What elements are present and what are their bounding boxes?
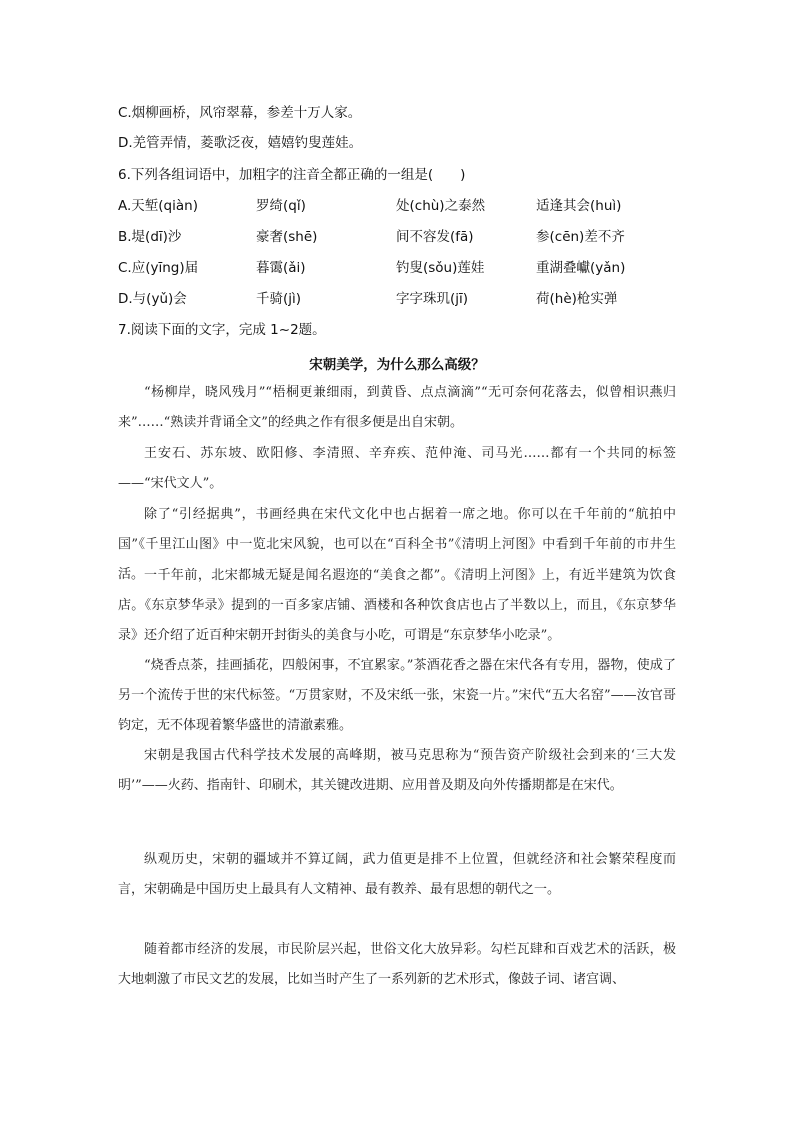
article-paragraph-1: “杨柳岸，晓风残月”“梧桐更兼细雨，到黄昏、点点滴滴”“无可奈何花落去，似曾相识燕归来”……“熟读并背诵全文”的经典之作有很多便是出自宋朝。 bbox=[118, 385, 676, 430]
option-a-word-4: 适逢其会(huì) bbox=[536, 198, 622, 214]
question-6-row-c bbox=[118, 258, 678, 278]
option-b-word-3: 间不容发(fā) bbox=[396, 229, 474, 245]
option-b-word-4: 参(cēn)差不齐 bbox=[536, 229, 625, 245]
option-c-word-4: 重湖叠巘(yǎn) bbox=[536, 260, 626, 276]
option-d-word-4: 荷(hè)枪实弹 bbox=[536, 291, 618, 307]
question-6-stem: 6.下列各组词语中，加粗字的注音全都正确的一组是( ) bbox=[118, 167, 466, 183]
option-b-word-2: 豪奢(shē) bbox=[256, 229, 318, 245]
article-paragraph-7: 纵观历史，宋朝的疆域并不算辽阔，武力值更是排不上位置，但就经济和社会繁荣程度而言，宋朝确是中国历史上最具有人文精神、最有教养、最有思想的朝代之一。 bbox=[118, 852, 676, 897]
option-c-word-2: 暮霭(ǎi) bbox=[256, 260, 306, 276]
option-c-word-1: C.应(yīng)届 bbox=[118, 260, 199, 276]
article-title: 宋朝美学，为什么那么高级？ bbox=[309, 357, 485, 373]
option-a-word-2: 罗绮(qǐ) bbox=[256, 198, 306, 214]
article-paragraph-8: 随着都市经济的发展，市民阶层兴起，世俗文化大放异彩。勾栏瓦肆和百戏艺术的活跃，极大地刺激了市民文艺的发展，比如当时产生了一系列新的艺术形式，像鼓子词、诸宫调、 bbox=[118, 942, 676, 987]
option-d-word-3: 字字珠玑(jī) bbox=[396, 291, 469, 307]
question-6-row-d bbox=[118, 289, 678, 309]
article-paragraph-3: 除了“引经据典”，书画经典在宋代文化中也占据着一席之地。你可以在千年前的“航拍中国”《千里江山图》中一览北宋风貌，也可以在“百科全书”《清明上河图》中看到千年前的市井生活。 bbox=[118, 507, 676, 582]
question-6-row-b bbox=[118, 227, 678, 247]
option-d-line: D.羌管弄情，菱歌泛夜，嬉嬉钓叟莲娃。 bbox=[118, 135, 363, 151]
option-c-word-3: 钓叟(sǒu)莲娃 bbox=[396, 260, 485, 276]
question-6-row-a bbox=[118, 196, 678, 216]
article-paragraph-6: 宋朝是我国古代科学技术发展的高峰期，被马克思称为“预告资产阶级社会到来的‘三大发明’”——火药、指南针、印刷术，其关键改进期、应用普及期及向外传播期都是在宋代。 bbox=[118, 748, 676, 793]
option-a-word-1: A.天堑(qiàn) bbox=[118, 198, 198, 214]
option-d-word-1: D.与(yǔ)会 bbox=[118, 291, 187, 307]
option-b-word-1: B.堤(dī)沙 bbox=[118, 229, 182, 245]
option-c-line: C.烟柳画桥，风帘翠幕，参差十万人家。 bbox=[118, 105, 362, 121]
article-paragraph-2: 王安石、苏东坡、欧阳修、李清照、辛弃疾、范仲淹、司马光……都有一个共同的标签——“宋代文人”。 bbox=[118, 446, 676, 491]
article-paragraph-4: 一千年前，北宋都城无疑是闻名遐迩的“美食之都”。《清明上河图》上，有近半建筑为饮食店。《东京梦华录》提到的一百多家店铺、酒楼和各种饮食店也占了半数以上，而且，《东京梦华录》还介绍了近百种宋朝开封街头的美食与小吃，可谓是“东京梦华小吃录”。 bbox=[118, 568, 676, 643]
article-paragraph-5: “烧香点茶，挂画插花，四般闲事，不宜累家。”茶酒花香之器在宋代各有专用，器物，使成了另一个流传于世的宋代标签。“万贯家财，不及宋纸一张，宋瓷一片。”宋代“五大名窑”——汝官哥钧定，无不体现着繁华盛世的清澈素雅。 bbox=[118, 658, 676, 733]
option-a-word-3: 处(chù)之泰然 bbox=[396, 198, 486, 214]
question-7-stem: 7.阅读下面的文字，完成 1~2题。 bbox=[118, 322, 326, 338]
option-d-word-2: 千骑(jì) bbox=[256, 291, 302, 307]
